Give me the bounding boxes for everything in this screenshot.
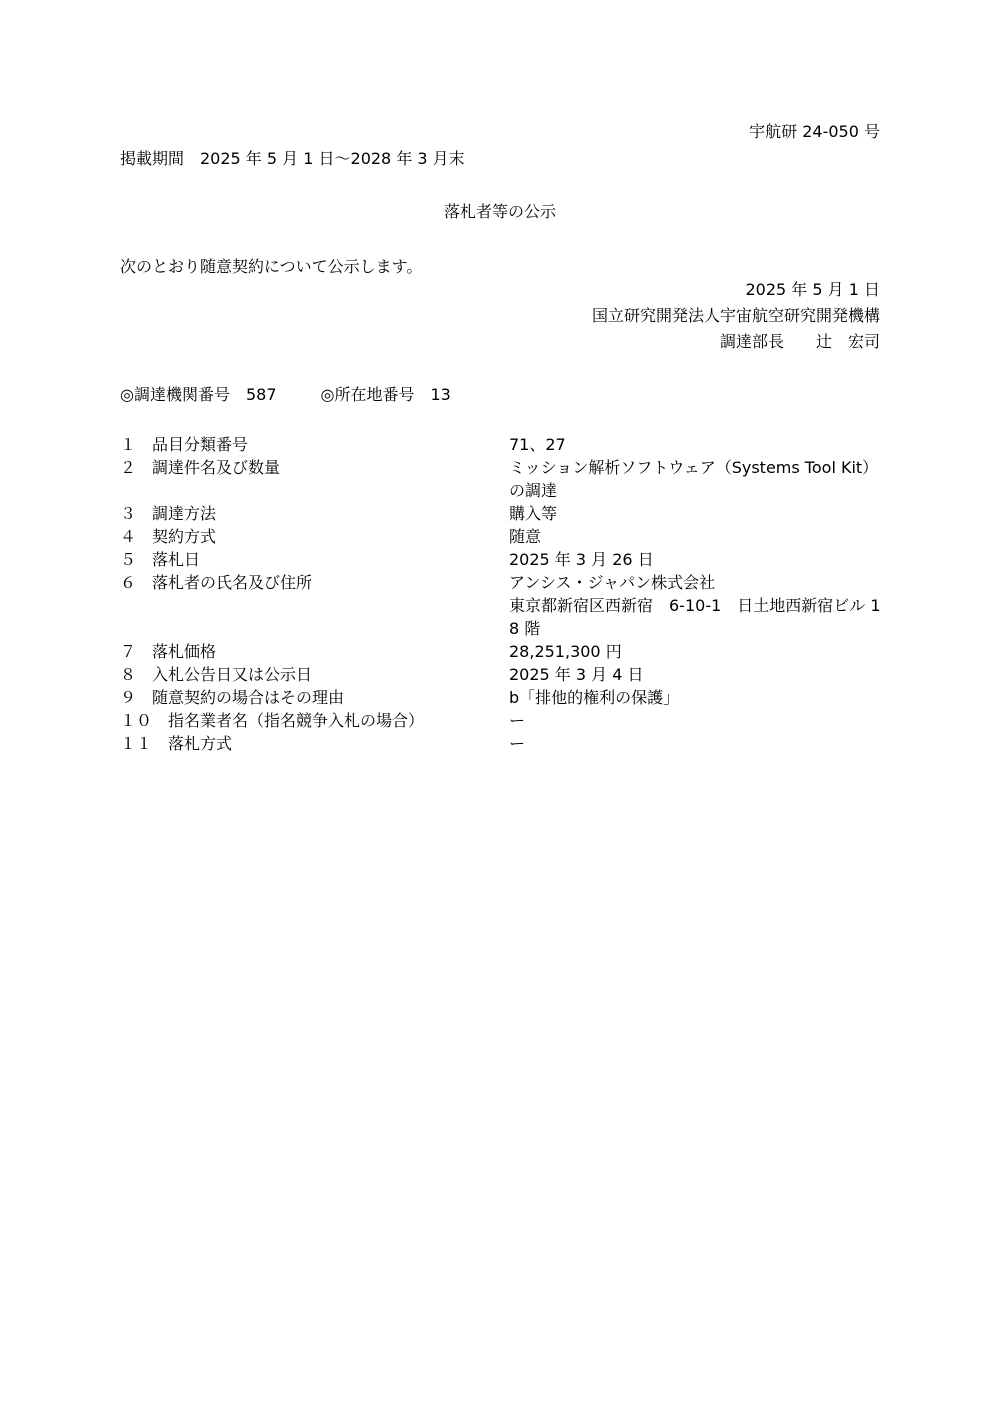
intro-text: 次のとおり随意契約について公示します。 — [120, 257, 423, 276]
item-value: ミッション解析ソフトウェア（Systems Tool Kit）の調達 — [509, 458, 879, 500]
item-label: ７ 落札価格 — [120, 642, 217, 661]
list-item — [120, 640, 882, 663]
item-label: １０ 指名業者名（指名競争入札の場合） — [120, 711, 425, 730]
item-value: ー — [509, 734, 526, 753]
posting-period: 掲載期間 2025 年 5 月 1 日～2028 年 3 月末 — [120, 149, 465, 168]
item-value: 2025 年 3 月 4 日 — [509, 665, 644, 684]
list-item — [120, 571, 882, 640]
item-value: 28,251,300 円 — [509, 642, 622, 661]
item-value: 2025 年 3 月 26 日 — [509, 550, 654, 569]
item-value: 購入等 — [509, 504, 558, 523]
signature-organization: 国立研究開発法人宇宙航空研究開発機構 — [591, 306, 880, 325]
list-item — [120, 548, 882, 571]
item-label: ４ 契約方式 — [120, 527, 217, 546]
list-item — [120, 686, 882, 709]
item-value: b「排他的権利の保護」 — [509, 688, 680, 707]
item-label: ２ 調達件名及び数量 — [120, 458, 281, 477]
item-label: １ 品目分類番号 — [120, 435, 249, 454]
page-title: 落札者等の公示 — [443, 202, 556, 221]
list-item — [120, 663, 882, 686]
agency-code: ◎調達機関番号 587 — [120, 385, 277, 404]
item-label: ５ 落札日 — [120, 550, 201, 569]
code-line — [120, 383, 451, 406]
list-item — [120, 456, 882, 502]
list-item — [120, 732, 882, 755]
item-label: ３ 調達方法 — [120, 504, 217, 523]
list-item — [120, 433, 882, 456]
document-number: 宇航研 24-050 号 — [749, 122, 880, 141]
location-code: ◎所在地番号 13 — [320, 385, 451, 404]
list-item — [120, 502, 882, 525]
item-value: 71、27 — [509, 435, 566, 454]
signature-person: 調達部長 辻 宏司 — [719, 332, 880, 351]
item-label: ８ 入札公告日又は公示日 — [120, 665, 313, 684]
list-item — [120, 709, 882, 732]
item-list — [120, 433, 882, 755]
item-label: １１ 落札方式 — [120, 734, 233, 753]
signature-date: 2025 年 5 月 1 日 — [745, 280, 880, 299]
item-value: ー — [509, 711, 526, 730]
item-value: アンシス・ジャパン株式会社 東京都新宿区西新宿 6-10-1 日土地西新宿ビル 18 階 — [509, 573, 881, 638]
item-value: 随意 — [509, 527, 542, 546]
item-label: ６ 落札者の氏名及び住所 — [120, 573, 313, 592]
item-label: ９ 随意契約の場合はその理由 — [120, 688, 345, 707]
list-item — [120, 525, 882, 548]
